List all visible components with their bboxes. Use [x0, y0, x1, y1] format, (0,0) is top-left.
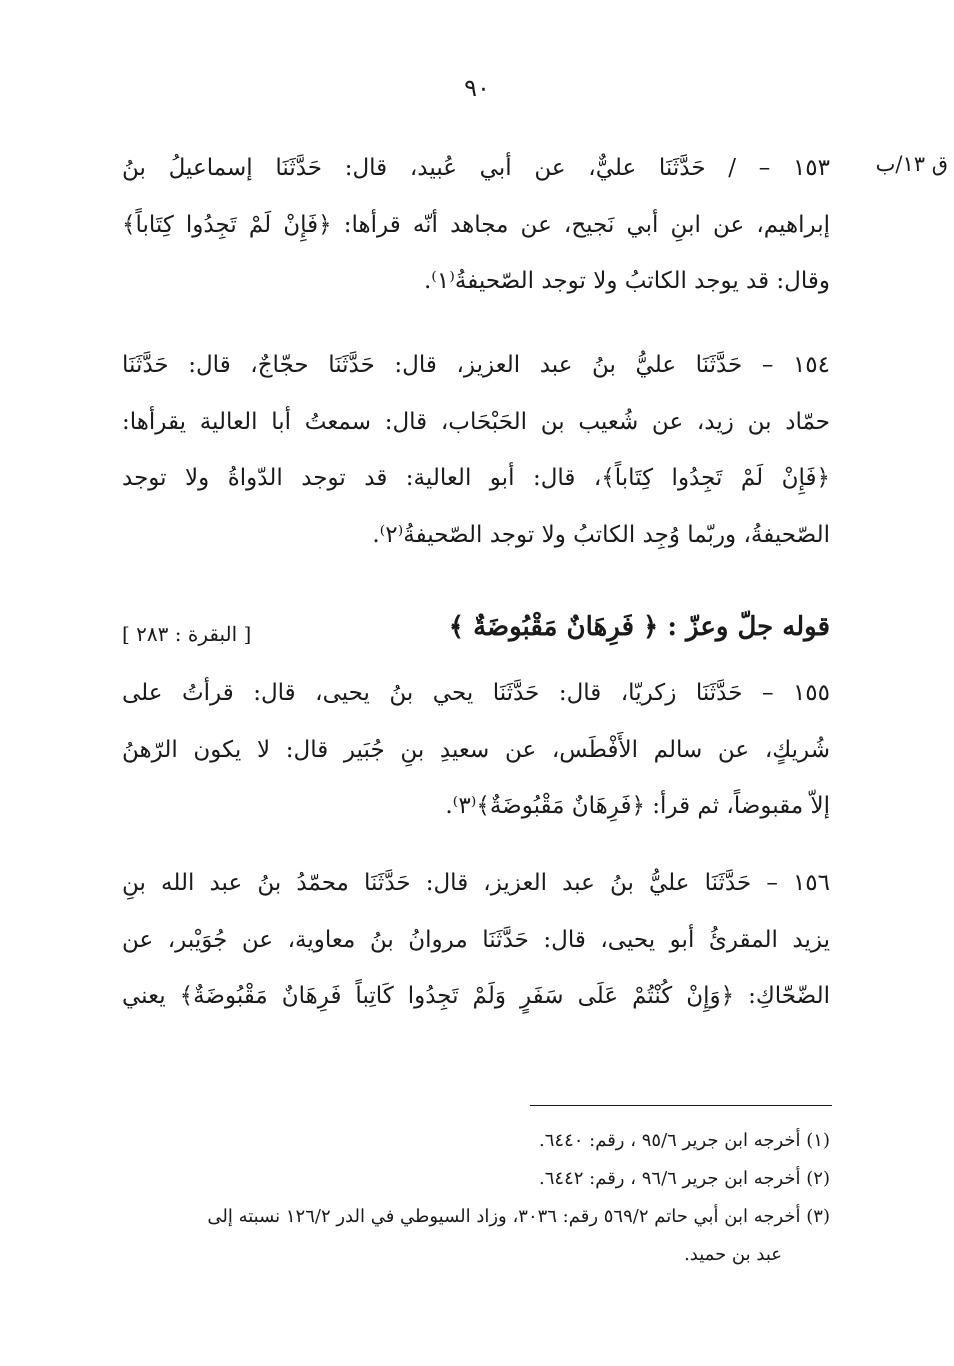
hadith-154	[122, 337, 830, 563]
section-heading-title: قوله جلّ وعزّ : ﴿ فَرِهَانٌ مَقْبُوضَةٌ ﴾	[448, 612, 830, 642]
hadith-154-line-2: حمّاد بن زيد، عن شُعيب بن الحَبْحَاب، قال: سمعتُ أبا العالية يقرأها:	[122, 408, 830, 435]
surah-reference: [ البقرة : ٢٨٣ ]	[122, 622, 252, 646]
page-number: ٩٠	[464, 74, 490, 102]
hadith-153	[122, 140, 830, 310]
footnote-3: (٣) أخرجه ابن أبي حاتم ٥٦٩/٢ رقم: ٣٠٣٦، وزاد السيوطي في الدر ١٢٦/٢ نسبته إلى	[207, 1206, 830, 1227]
footnote-3-continuation: عبد بن حميد.	[684, 1244, 782, 1265]
manuscript-folio-reference: ق ١٣/ب	[875, 152, 948, 176]
footnote-separator	[530, 1105, 832, 1106]
hadith-155	[122, 665, 830, 835]
footnotes	[122, 1122, 830, 1274]
hadith-153-line-2: إبراهيم، عن ابنِ أبي نَجيح، عن مجاهد أنّه قرأها: ﴿فَإِنْ لَمْ تَجِدُوا كِتَاباً﴾	[122, 211, 830, 238]
hadith-153-line-3: وقال: قد يوجد الكاتبُ ولا توجد الصّحيفةُ⁽١⁾.	[423, 268, 830, 294]
hadith-155-line-3: إلاّ مقبوضاً، ثم قرأ: ﴿فَرِهَانٌ مَقْبُوضَةٌ﴾⁽٣⁾.	[445, 793, 830, 819]
hadith-154-line-1: ١٥٤ – حَدَّثَنَا عليُّ بنُ عبد العزيز، قال: حَدَّثَنَا حجّاجٌ، قال: حَدَّثَنَا	[122, 352, 830, 378]
footnote-1: (١) أخرجه ابن جرير ٩٥/٦ ، رقم: ٦٤٤٠.	[539, 1130, 830, 1151]
hadith-156	[122, 855, 830, 1025]
hadith-156-line-3: الضّحّاكِ: ﴿وَإِنْ كُنْتُمْ عَلَى سَفَرٍ وَلَمْ تَجِدُوا كَاتِباً فَرِهَانٌ مَقْبُوضَةٌ﴾ يعني	[122, 983, 830, 1009]
section-heading	[122, 612, 830, 662]
hadith-155-line-1: ١٥٥ – حَدَّثَنَا زكريّا، قال: حَدَّثَنَا يحي بنُ يحيى، قال: قرأتُ على	[122, 680, 830, 706]
hadith-154-line-3: ﴿فَإِنْ لَمْ تَجِدُوا كِتَاباً﴾، قال: أبو العالية: قد توجد الدّواةُ ولا توجد	[122, 465, 830, 491]
hadith-156-line-2: يزيد المقرئُ أبو يحيى، قال: حَدَّثَنَا مروانُ بنُ معاوية، عن جُوَيْبر، عن	[122, 926, 830, 953]
hadith-153-line-1: ١٥٣ – / حَدَّثَنَا عليٌّ، عن أبي عُبيد، قال: حَدَّثَنَا إسماعيلُ بنُ	[122, 155, 830, 181]
footnote-2: (٢) أخرجه ابن جرير ٩٦/٦ ، رقم: ٦٤٤٢.	[539, 1168, 830, 1189]
hadith-154-line-4: الصّحيفةُ، وربّما وُجِد الكاتبُ ولا توجد الصّحيفةُ⁽٢⁾.	[372, 521, 830, 548]
hadith-156-line-1: ١٥٦ – حَدَّثَنَا عليُّ بنُ عبد العزيز، قال: حَدَّثَنَا محمّدُ بنُ عبد الله بنِ	[122, 870, 830, 896]
hadith-155-line-2: شُريكٍ، عن سالم الأَفْطَس، عن سعيدِ بنِ جُبَير قال: لا يكون الرّهنُ	[122, 736, 830, 763]
